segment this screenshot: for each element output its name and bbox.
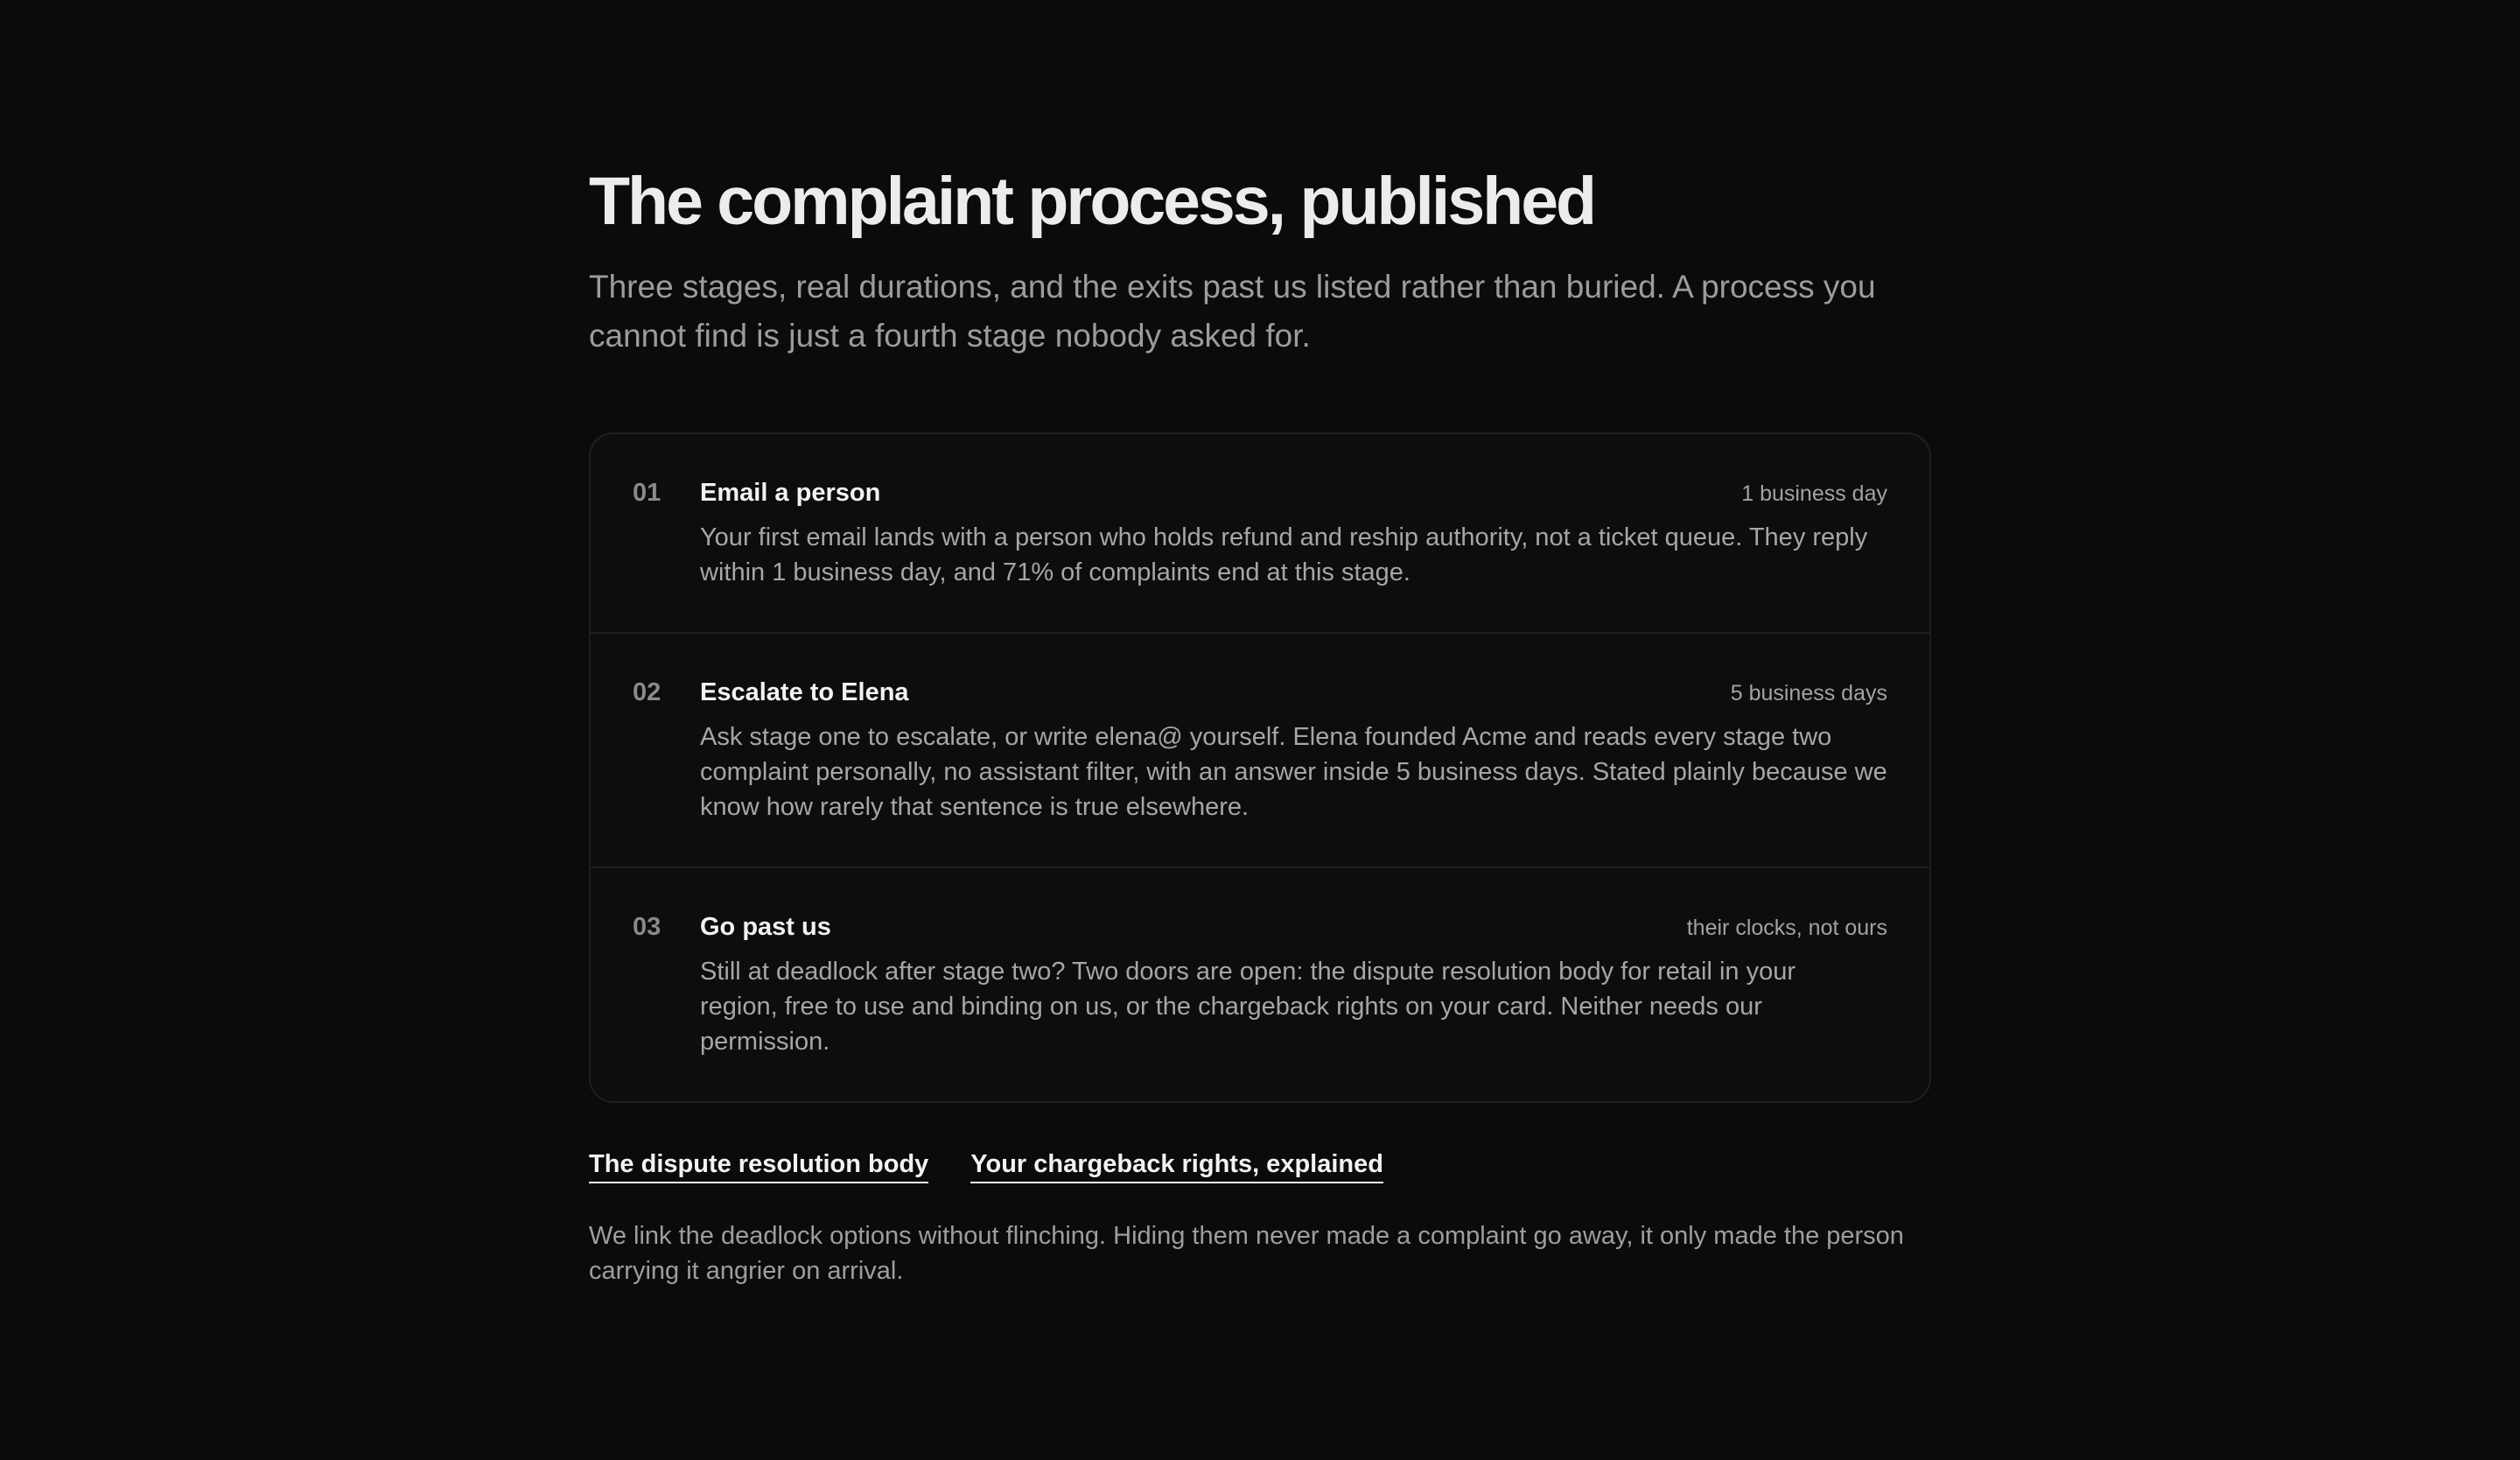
stage-duration: 5 business days xyxy=(1730,681,1887,705)
dispute-resolution-link[interactable]: The dispute resolution body xyxy=(589,1148,928,1183)
stage-description: Ask stage one to escalate, or write elena@ yourself. Elena founded Acme and reads every stage two complaint personally, no assistant filter, with an answer inside 5 business days. Stated plainly because we know how rarely that sentence is true elsewhere. xyxy=(700,723,1887,821)
stage-description: Still at deadlock after stage two? Two doors are open: the dispute resolution body for retail in your region, free to use and binding on us, or the chargeback rights on your card. Neither needs our permission. xyxy=(700,958,1796,1056)
stage-header xyxy=(700,910,1887,944)
page-title: The complaint process, published xyxy=(589,164,1595,239)
stage-item xyxy=(591,632,1929,867)
stage-duration: their clocks, not ours xyxy=(1686,916,1887,940)
stages-card xyxy=(589,432,1931,1103)
chargeback-rights-link[interactable]: Your chargeback rights, explained xyxy=(970,1148,1383,1183)
page-subtitle: Three stages, real durations, and the exits past us listed rather than buried. A process you cannot find is just a fourth stage nobody asked for. xyxy=(589,269,1876,354)
stage-title: Go past us xyxy=(700,913,831,941)
stage-item xyxy=(591,434,1929,632)
stage-description: Your first email lands with a person who holds refund and reship authority, not a ticket queue. They reply within 1 business day, and 71% of complaints end at this stage. xyxy=(700,523,1868,586)
stage-duration: 1 business day xyxy=(1741,481,1887,506)
stage-title: Email a person xyxy=(700,479,881,507)
main-content xyxy=(589,158,1931,1288)
deadlock-links xyxy=(589,1148,1931,1183)
stage-title: Escalate to Elena xyxy=(700,678,909,706)
stage-header xyxy=(700,676,1887,709)
stage-header xyxy=(700,476,1887,509)
stage-number: 02 xyxy=(633,678,662,706)
stage-number: 01 xyxy=(633,479,662,507)
stage-number: 03 xyxy=(633,913,662,941)
footnote: We link the deadlock options without flinching. Hiding them never made a complaint go away, it only made the person carrying it angrier on arrival. xyxy=(589,1222,1904,1285)
stage-item xyxy=(591,867,1929,1101)
